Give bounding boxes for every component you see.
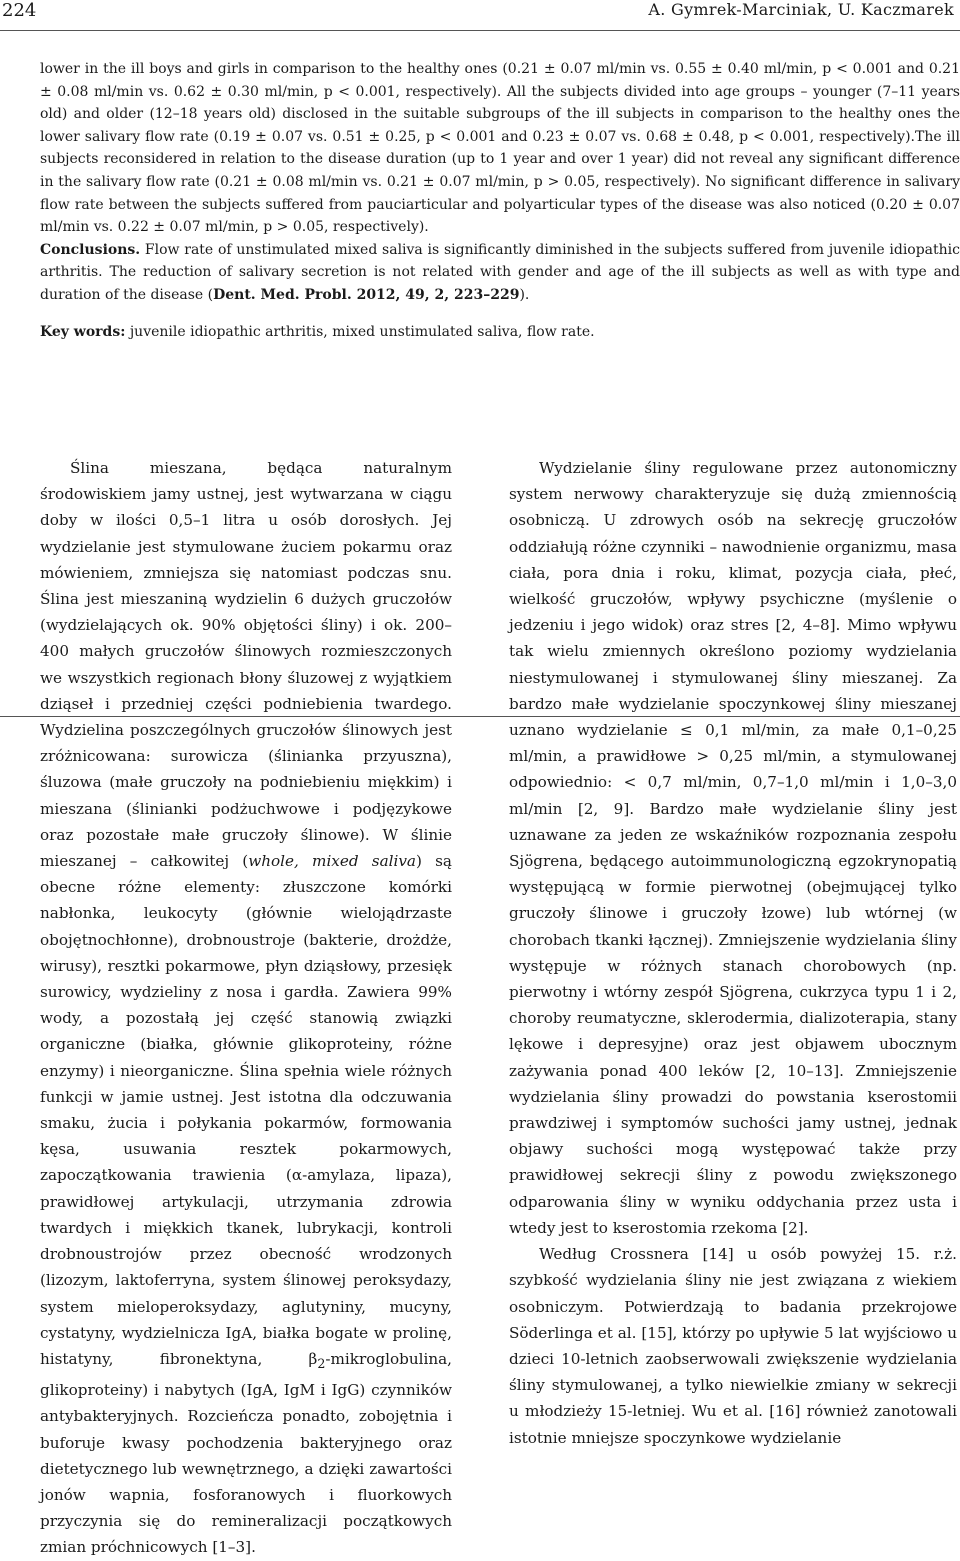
left-text-a: Ślina mieszana, będąca naturalnym środowiskiem jamy ustnej, jest wytwarzana w ciągu doby w ilości 0,5–1 litra u osób dorosłych. Jej wydzielanie jest stymulowane żuciem pokarmu oraz mówieniem, zmniejsza się natomiast podczas snu. Ślina jest mieszaniną wydzielin 6 dużych gruczołów (wydzielających ok. 90% objętości śliny) i ok. 200–400 małych gruczołów ślinowych rozmieszczonych we wszystkich regionach błony śluzowej z wyjątkiem dziąseł i przedniej części podniebienia twardego. Wydzielina poszczególnych gruczołów ślinowych jest zróżnicowana: surowicza (ślinianka przyuszna), śluzowa (małe gruczoły na podniebieniu miękkim) i mieszana (ślinianki podżuchwowe i podjęzykowe oraz pozostałe małe gruczoły ślinowe). W ślinie mieszanej – całkowitej ( <box>40 459 452 871</box>
citation: Dent. Med. Probl. 2012, 49, 2, 223–229 <box>213 286 520 303</box>
left-paragraph-1 <box>40 455 452 1561</box>
right-paragraph-1 <box>509 455 957 1241</box>
conclusions-label: Conclusions. <box>40 241 141 258</box>
keywords <box>40 321 960 344</box>
left-text-b: ) są obecne różne elementy: złuszczone komórki nabłonka, leukocyty (głównie wielojądrzaste obojętnochłonne), drobnoustroje (bakterie, drożdże, wirusy), resztki pokarmowe, płyn dziąsłowy, przesięk surowicy, wydzieliny z nosa i gardła. Zawiera 99% wody, a pozostałą jej część stanowią związki organiczne (białka, głównie glikoproteiny, różne enzymy) i nieorganiczne. Ślina spełnia wiele różnych funkcji w jamie ustnej. Jest istotna dla odczuwania smaku, żucia i połykania pokarmów, formowania kęsa, usuwania resztek pokarmowych, zapoczątkowania trawienia (α-amylaza, lipaza), prawidłowej artykulacji, utrzymania zdrowia twardych i miękkich tkanek, lubrykacji, kontroli drobnoustrojów przez obecność wrodzonych (lizozym, laktoferryna, system ślinowej peroksydazy, system mieloperoksydazy, aglutyniny, mucyny, cystatyny, wydzielnicza IgA, białka bogate w prolinę, histatyny, fibronektyna, β <box>40 852 452 1368</box>
left-column <box>40 455 452 1561</box>
keywords-text: juvenile idiopathic arthritis, mixed unstimulated saliva, flow rate. <box>125 323 595 340</box>
page-number: 224 <box>2 0 37 21</box>
right-paragraph-2: Według Crossnera [14] u osób powyżej 15. r.ż. szybkość wydzielania śliny nie jest związana z wiekiem osobniczym. Potwierdzają to badania przekrojowe Söderlinga et al. [15], którzy po upływie 5 lat wyjściowo u dzieci 10-letnich zaobserwowali zwiększenie wydzielania śliny stymulowanej, a tylko niewielkie zmiany w sekrecji u młodzieży 15-letniej. Wu et al. [16] również zanotowali istotnie mniejsze spoczynkowe wydzielanie <box>509 1245 957 1447</box>
header-rule <box>0 30 960 31</box>
conclusions-text: Flow rate of unstimulated mixed saliva is significantly diminished in the subjects suffered from juvenile idiopathic arthritis. The reduction of salivary secretion is not related with gender and age of the ill subjects as well as with type and duration of the disease ( <box>40 241 960 303</box>
abstract-conclusions <box>40 239 960 307</box>
beta-subscript: 2 <box>317 1355 326 1371</box>
left-italic-term: whole, mixed saliva <box>248 852 416 871</box>
abstract <box>40 58 960 343</box>
page-header <box>0 0 960 30</box>
running-head: A. Gymrek-Marciniak, U. Kaczmarek <box>648 0 954 19</box>
right-column <box>509 455 957 1451</box>
abstract-results: lower in the ill boys and girls in comparison to the healthy ones (0.21 ± 0.07 ml/min vs. 0.55 ± 0.40 ml/min, p < 0.001 and 0.21 ± 0.08 ml/min vs. 0.62 ± 0.30 ml/min, p < 0.001, respectively). All the subjects divided into age groups – younger (7–11 years old) and older (12–18 years old) disclosed in the suitable subgroups of the ill subjects in comparison to the healthy ones the lower salivary flow rate (0.19 ± 0.07 vs. 0.51 ± 0.25, p < 0.001 and 0.23 ± 0.07 vs. 0.68 ± 0.48, p < 0.001, respectively).The ill subjects reconsidered in relation to the disease duration (up to 1 year and over 1 year) did not reveal any significant difference in the salivary flow rate (0.21 ± 0.08 ml/min vs. 0.21 ± 0.07 ml/min, p > 0.05, respectively). No significant difference in salivary flow rate between the subjects suffered from pauciarticular and polyarticular types of the disease was also noticed (0.20 ± 0.07 ml/min vs. 0.22 ± 0.07 ml/min, p > 0.05, respectively). <box>40 61 960 236</box>
left-text-c: -mikroglobulina, glikoproteiny) i nabytych (IgA, IgM i IgG) czynników antybakteryjnych. Rozcieńcza ponadto, zobojętnia i buforuje kwasy pochodzenia bakteryjnego oraz dietetycznego lub wewnętrznego, a dzięki zawartości jonów wapnia, fosforanowych i fluorkowych przyczynia się do remineralizacji początkowych zmian próchnicowych [1–3]. <box>40 1349 452 1557</box>
right-text-a: Wydzielanie śliny regulowane przez autonomiczny system nerwowy charakteryzuje się dużą zmiennością osobniczą. U zdrowych osób na sekrecję gruczołów oddziałują różne czynniki – nawodnienie organizmu, masa ciała, pora dnia i roku, klimat, pozycja ciała, płeć, wielkość gruczołów, wpływy psychiczne (myślenie o jedzeniu i jego widok) oraz stres [2, 4–8]. Mimo wpływu tak wielu zmiennych określono poziomy wydzielania niestymulowanej i stymulowanej śliny mieszanej. Za bardzo małe wydzielanie spoczynkowej śliny mieszanej uznano wydzielanie <box>509 459 957 740</box>
keywords-label: Key words: <box>40 323 126 340</box>
right-text-b: 0,1 ml/min, za małe 0,1–0,25 ml/min, a prawidłowe > 0,25 ml/min, a stymulowanej odpowiednio: < 0,7 ml/min, 0,7–1,0 ml/min i 1,0–3,0 ml/min [2, 9]. Bardzo małe wydzielanie śliny jest uznawane za jeden ze wskaźników rozpoznania zespołu Sjögrena, będącego autoimmunologiczną egzokrynopatią występującą w formie pierwotnej (obejmującej tylko gruczoły ślinowe i gruczoły łzowe) lub wtórnej (w chorobach tkanki łącznej). Zmniejszenie wydzielania śliny występuje w różnych stanach chorobowych (np. pierwotny i wtórny zespół Sjögrena, cukrzyca typu 1 i 2, choroby reumatyczne, sklerodermia, dializoterapia, stany lękowe i depresyjne) oraz jest objawem ubocznym zażywania ponad 400 leków [2, 10–13]. Zmniejszenie wydzielania śliny prowadzi do powstania kserostomii prawdziwej i symptomów suchości jamy ustnej, jednak objawy suchości mogą występować także przy prawidłowej sekrecji śliny z powodu zwiększonego odparowania śliny w wyniku oddychania przez usta i wtedy jest to kserostomia rzekoma [2]. <box>509 721 958 1237</box>
less-equal-symbol: ≤ <box>680 721 693 740</box>
citation-close: ). <box>519 286 530 303</box>
